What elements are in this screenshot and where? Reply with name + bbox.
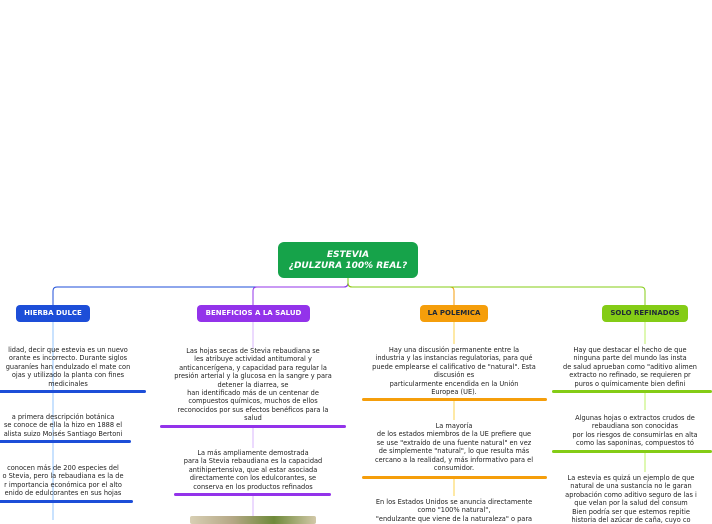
topic-hierba-dulce[interactable]: HIERBA DULCE	[16, 305, 90, 322]
note-line: cercano a la realidad, y más informativo para el	[374, 455, 534, 464]
underline-polemica-1	[362, 398, 547, 401]
note-line: particularmente encendida en la Unión	[389, 379, 519, 388]
note-line: extracto no refinado, se requieren pr	[569, 371, 691, 380]
note-line: detener la diarrea, se	[217, 380, 289, 389]
underline-hierba-3	[0, 500, 133, 503]
note-beneficios-1[interactable]	[163, 347, 343, 423]
note-line: La estevia es quizá un ejemplo de que	[567, 474, 695, 482]
note-line: conserva en los productos refinados	[193, 482, 313, 491]
note-line: puros o químicamente bien defini	[574, 379, 686, 388]
note-line: para la Stevia rebaudiana es la capacidad	[183, 457, 323, 466]
note-line: Europea (UE).	[431, 388, 477, 397]
note-line: que velan por la salud del consum	[574, 499, 688, 508]
topic-la-polemica[interactable]: LA POLEMICA	[420, 305, 488, 322]
connector-hierba	[53, 278, 348, 305]
note-line: La mayoría	[435, 422, 473, 430]
connector-beneficios	[253, 278, 348, 305]
note-refinados-3[interactable]	[556, 474, 706, 524]
stevia-plant-image	[190, 516, 316, 524]
note-line: Hay que destacar el hecho de que	[573, 346, 687, 354]
note-line: anticancerígena, y capacidad para regular la	[179, 363, 327, 372]
root-subtitle: ¿DULZURA 100% REAL?	[288, 261, 408, 271]
note-line: Las hojas secas de Stevia rebaudiana se	[186, 347, 320, 355]
underline-refinados-2	[552, 450, 712, 453]
note-line: historia del azúcar de caña, cuyo co	[571, 516, 691, 524]
note-line: Bien podría ser que estemos repitie	[572, 507, 690, 516]
note-refinados-2[interactable]	[560, 414, 710, 448]
note-polemica-3[interactable]	[364, 498, 544, 523]
note-line: rebaudiana son conocidas	[591, 422, 679, 431]
note-line: conocen más de 200 especies del	[7, 464, 119, 472]
note-line: les atribuye actividad antitumoral y	[194, 355, 312, 364]
note-line: de salud aprueban como "aditivo alimen	[563, 362, 697, 371]
topic-solo-refinados[interactable]: SOLO REFINADOS	[602, 305, 688, 322]
note-line: aprobación como aditivo seguro de las i	[565, 490, 697, 499]
note-refinados-1[interactable]	[555, 346, 705, 388]
connector-polemica	[348, 278, 454, 305]
note-line: Hay una discusión permanente entre la	[388, 346, 520, 354]
note-line: de simplemente "natural", lo que resulta más	[378, 447, 530, 456]
note-line: como las saponinas, compuestos tó	[576, 439, 694, 448]
note-line: guaraníes han endulzado el mate con	[5, 362, 131, 371]
note-line: La más ampliamente demostrada	[197, 449, 309, 457]
note-line: han identificado más de un centenar de	[187, 389, 319, 398]
note-line: lidad, decir que estevia es un nuevo	[8, 346, 128, 354]
note-line: medicinales	[48, 379, 88, 388]
note-line: En los Estados Unidos se anuncia directamente	[375, 498, 533, 506]
note-line: enido de edulcorantes en sus hojas	[4, 489, 122, 498]
note-line: por los riesgos de consumirlas en alta	[572, 430, 698, 439]
note-hierba-1[interactable]	[0, 346, 140, 388]
underline-beneficios-2	[174, 493, 331, 496]
note-line: o Stevia, pero la rebaudiana es la de	[2, 472, 124, 481]
note-line: orante es incorrecto. Durante siglos	[8, 354, 128, 363]
note-line: reconocidos por sus efectos benéficos para la	[177, 405, 329, 414]
connector-refinados	[348, 278, 645, 305]
note-line: consumidor.	[433, 464, 475, 473]
note-line: natural de una sustancia no le garan	[570, 482, 692, 491]
root-node[interactable]	[278, 242, 418, 278]
note-line: presión arterial y la glucosa en la sangre y para	[174, 372, 332, 381]
underline-hierba-1	[0, 390, 146, 393]
note-line: se conoce de ella la hizo en 1888 el	[3, 421, 123, 430]
note-line: puede emplearse el calificativo de "natural". Esta	[372, 362, 536, 371]
note-line: salud	[244, 414, 262, 423]
note-line: ojas y utilizado la planta con fines	[11, 371, 125, 380]
note-line: r importancia económica por el alto	[4, 480, 122, 489]
note-line: "endulzante que viene de la naturaleza" o para	[375, 514, 533, 523]
note-line: industria y las instancias regulatorias, para qué	[375, 354, 533, 363]
note-polemica-1[interactable]	[360, 346, 548, 396]
note-line: directamente con los edulcorantes, se	[189, 474, 317, 483]
note-polemica-2[interactable]	[364, 422, 544, 472]
root-title: ESTEVIA	[326, 250, 370, 260]
underline-beneficios-1	[160, 425, 346, 428]
note-line: Algunas hojas o extractos crudos de	[575, 414, 695, 422]
note-line: se use "extraído de una fuente natural" en vez	[376, 438, 532, 447]
underline-hierba-2	[0, 440, 131, 443]
note-hierba-3[interactable]	[0, 464, 130, 498]
topic-beneficios-salud[interactable]: BENEFICIOS A LA SALUD	[197, 305, 310, 322]
note-beneficios-2[interactable]	[168, 449, 338, 491]
note-line: compuestos químicos, muchos de ellos	[188, 397, 318, 406]
note-line: discusión es	[433, 371, 475, 380]
note-line: a primera descripción botánica	[11, 413, 115, 421]
note-line: alista suizo Moisés Santiago Bertoni	[3, 429, 123, 438]
note-line: de los estados miembros de la UE prefiere que	[376, 430, 532, 439]
note-hierba-2[interactable]	[0, 413, 130, 438]
underline-polemica-2	[362, 476, 547, 479]
note-line: antihipertensiva, que al estar asociada	[188, 465, 318, 474]
note-line: ninguna parte del mundo las insta	[573, 354, 687, 363]
underline-refinados-1	[552, 390, 712, 393]
note-line: como "100% natural",	[417, 506, 491, 515]
